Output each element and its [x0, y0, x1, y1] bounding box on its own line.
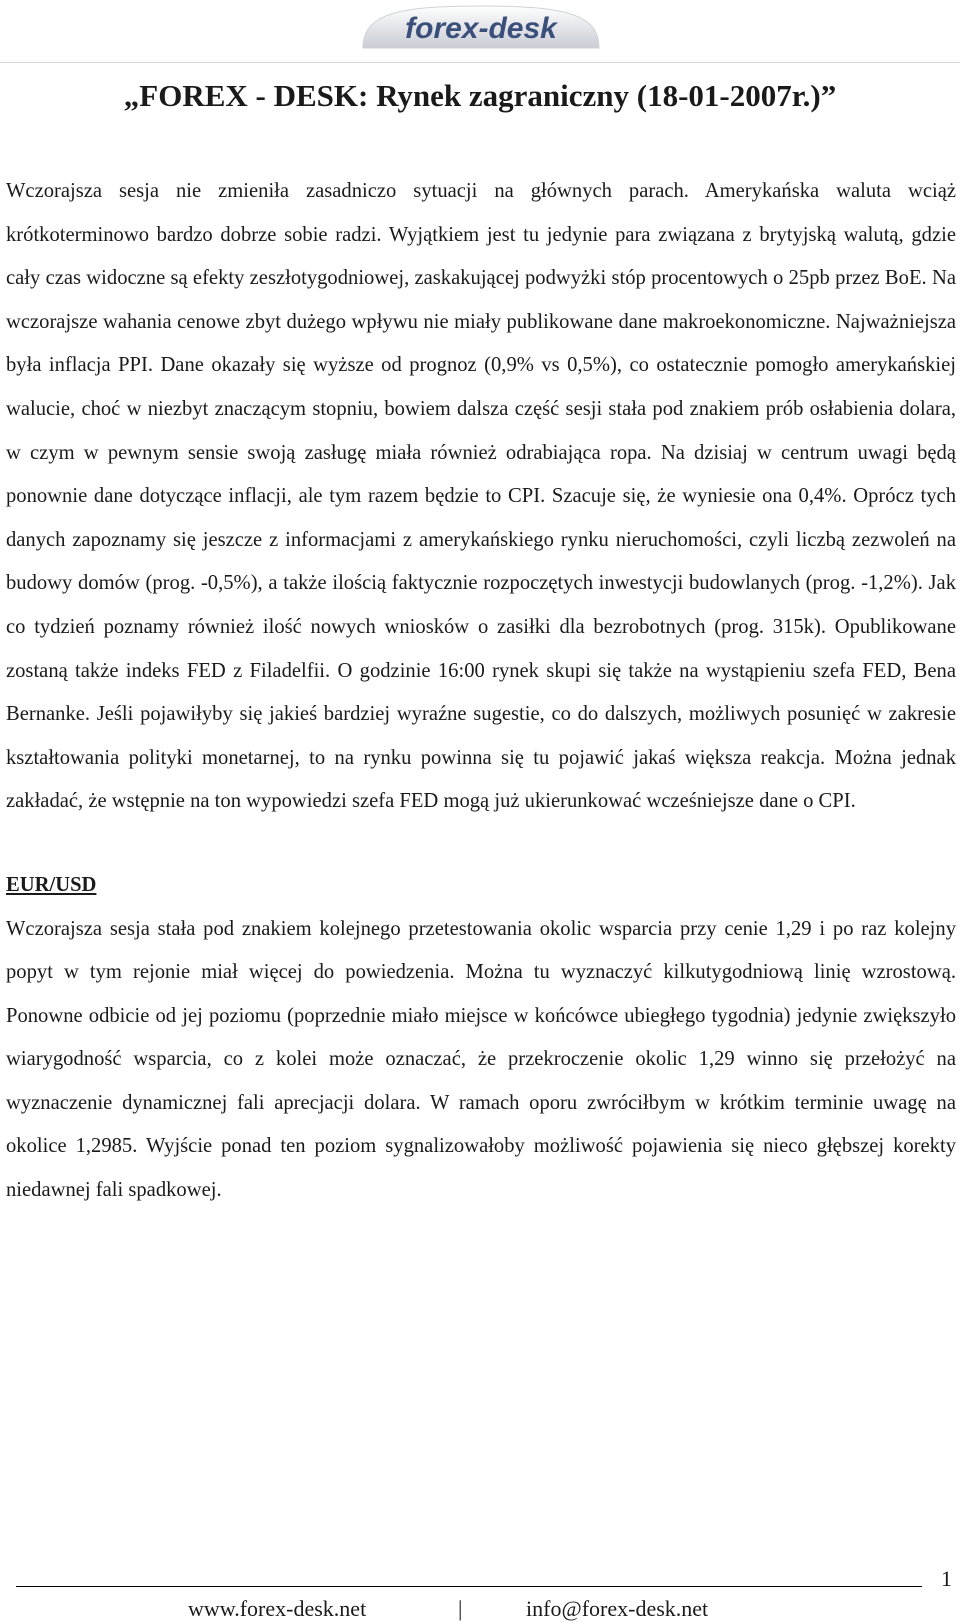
footer-separator: | [458, 1596, 463, 1621]
section-body: Wczorajsza sesja stała pod znakiem kolejnego przetestowania okolic wsparcia przy cenie 1,29 i po raz kolejny popyt w tym rejonie miał więcej do powiedzenia. Można tu wyznaczyć kilkutygodniową linię wzrostową. Ponowne odbicie od jej poziomu (poprzednie miało miejsce w końcówce ubiegłego tygodnia) jedynie zwiększyło wiarygodność wsparcia, co z kolei może oznaczać, że przekroczenie okolic 1,29 winno się przełożyć na wyznaczenie dynamicznej fali aprecjacji dolara. W ramach oporu zwróciłbym w krótkim terminie uwagę na okolice 1,2985. Wyjście ponad ten poziom sygnalizowałoby możliwość pojawienia się nieco głębszej korekty niedawnej fali spadkowej. [6, 917, 956, 1202]
document-body [6, 170, 956, 1213]
forex-desk-logo [357, 4, 605, 54]
section-heading: EUR/USD [6, 873, 97, 896]
footer-website-link[interactable]: www.forex-desk.net [188, 1596, 367, 1621]
page-footer [0, 1588, 960, 1622]
document-title: „FOREX - DESK: Rynek zagraniczny (18-01-2007r.)” [123, 78, 837, 113]
section-eur-usd [6, 864, 956, 1213]
intro-paragraph: Wczorajsza sesja nie zmieniła zasadniczo sytuacji na głównych parach. Amerykańska waluta wciąż krótkoterminowo bardzo dobrze sobie radzi. Wyjątkiem jest tu jedynie para związana z brytyjską walutą, gdzie cały czas widoczne są efekty zeszłotygodniowej, zaskakującej podwyżki stóp procentowych o 25pb przez BoE. Na wczorajsze wahania cenowe zbyt dużego wpływu nie miały publikowane dane makroekonomiczne. Najważniejsza była inflacja PPI. Dane okazały się wyższe od prognoz (0,9% vs 0,5%), co ostatecznie pomogło amerykańskiej walucie, choć w niezbyt znaczącym stopniu, bowiem dalsza część sesji stała pod znakiem prób osłabienia dolara, w czym w pewnym sensie swoją zasługę miała również odrabiająca ropa. Na dzisiaj w centrum uwagi będą ponownie dane dotyczące inflacji, ale tym razem będzie to CPI. Szacuje się, że wyniesie ona 0,4%. Oprócz tych danych zapoznamy się jeszcze z informacjami z amerykańskiego rynku nieruchomości, czyli liczbą zezwoleń na budowy domów (prog. -0,5%), a także ilością faktycznie rozpoczętych inwestycji budowlanych (prog. -1,2%). Jak co tydzień poznamy również ilość nowych wniosków o zasiłki dla bezrobotnych (prog. 315k). Opublikowane zostaną także indeks FED z Filadelfii. O godzinie 16:00 rynek skupi się także na wystąpieniu szefa FED, Bena Bernanke. Jeśli pojawiłyby się jakieś bardziej wyraźne sugestie, co do dalszych, możliwych posunięć w zakresie kształtowania polityki monetarnej, to na rynku powinna się tu pojawić jakaś większa reakcja. Można jednak zakładać, że wstępnie na ton wypowiedzi szefa FED mogą już ukierunkować wcześniejsze dane o CPI. [6, 180, 956, 813]
logo-text: forex-desk [405, 12, 557, 45]
footer-divider [16, 1586, 922, 1587]
page-number: 1 [941, 1566, 952, 1591]
page-header [0, 0, 960, 70]
footer-email-link[interactable]: info@forex-desk.net [526, 1596, 709, 1621]
header-divider [0, 62, 960, 63]
